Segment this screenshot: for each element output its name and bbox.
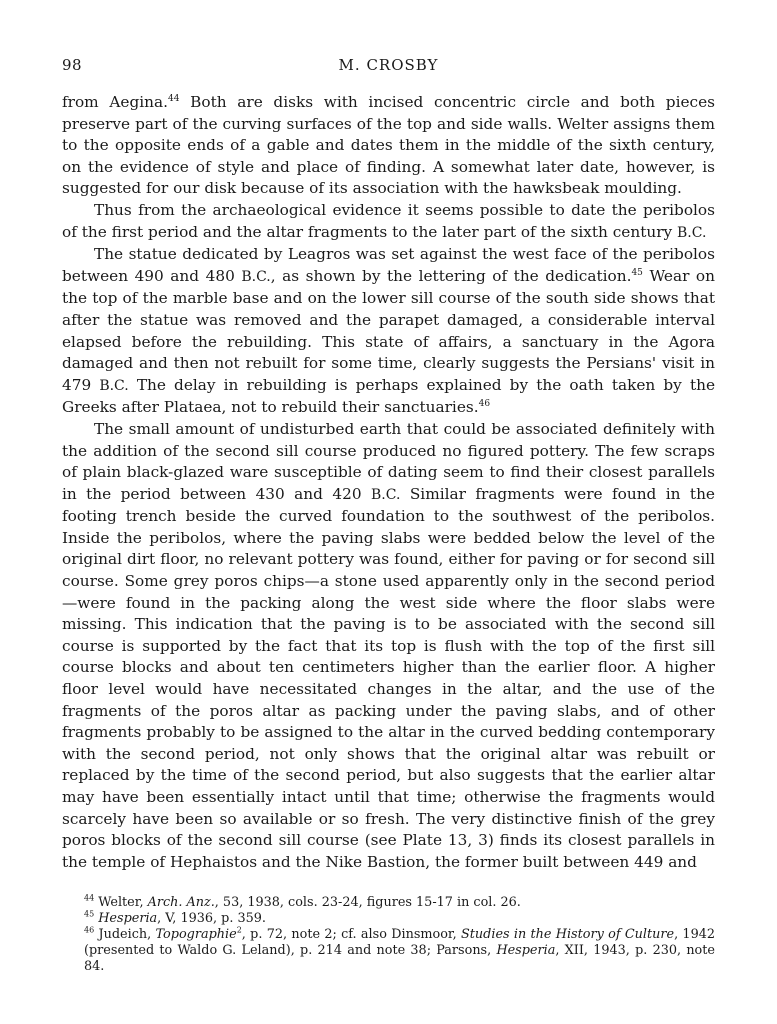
italic-title: Topographie: [155, 927, 237, 943]
footnote: [84, 895, 715, 911]
text-run: The delay in rebuilding is perhaps explained by the oath taken by the Greeks after Plataea, not to rebuild their sanctuaries.: [62, 375, 715, 417]
text-run: , p. 72, note 2; cf. also Dinsmoor,: [241, 927, 462, 943]
footnote-marker: 44: [84, 894, 95, 904]
italic-title: Hesperia: [98, 911, 158, 927]
footnote-marker: 46: [84, 926, 95, 936]
text-run: Both are disks with incised concentric circle and both pieces preserve part of the curving surfaces of the top and side walls. Welter assigns them to the opposite ends of a gable and dates them in the middle of the sixth century, on the evidence of style and place of finding. A somewhat later date, however, is suggested for our disk because of its association with the hawksbeak moulding.: [62, 93, 716, 198]
body-text: [62, 92, 715, 873]
text-run: Similar fragments were found in the footing trench beside the curved foundation to the southwest of the peribolos. Inside the peribolos, where the paving slabs were bedded below the level of the original dirt floor, no relevant pottery was found, either for paving or for second sill course. Some grey poros chips—a stone used apparently only in the second period—were found in the packing along the west side where the floor slabs were missing. This indication that the paving is to be associated with the second sill course is supported by the fact that its top is flush with the top of the first sill course blocks and about ten centimeters higher than the earlier floor. A higher floor level would have necessitated changes in the altar, and the use of the fragments of the poros altar as packing under the paving slabs, and of other fragments probably to be assigned to the altar in the curved bedding contemporary with the second period, not only shows that the original altar was rebuilt or replaced by the time of the second period, but also suggests that the earlier altar may have been essentially intact until that time; otherwise the fragments would scarcely have been so available or so fresh. The very distinctive finish of the grey poros blocks of the second sill course (see Plate 13, 3) finds its closest parallels in the temple of Hephaistos and the Nike Bastion, the former built between 449 and: [62, 484, 715, 871]
italic-title: Studies in the History of Culture: [461, 927, 675, 943]
running-head: [62, 56, 715, 82]
text-run: Judeich,: [94, 927, 156, 943]
text-run: The small amount of undisturbed earth that could be associated definitely with the addition of the second sill course produced no figured pottery. The few scraps of plain black-glazed ware susceptible of dating seem to find their closest parallels in the period between 430 and 420: [62, 419, 715, 503]
page-number: 98: [62, 56, 83, 74]
text-run: , XII, 1943, p. 230, note 84.: [84, 943, 715, 975]
small-caps-text: B.C.: [371, 486, 401, 503]
italic-title: Arch. Anz.: [147, 895, 215, 911]
footnote-marker: 46: [478, 399, 491, 410]
text-run: The statue dedicated by Leagros was set against the west face of the peribolos between 490 and 480: [62, 245, 715, 285]
footnote: [84, 927, 715, 975]
text-run: Thus from the archaeological evidence it seems possible to date the peribolos of the first period and the altar fragments to the later part of the sixth century: [62, 200, 715, 241]
footnote-marker: 45: [631, 267, 643, 278]
footnotes: [62, 895, 715, 975]
text-run: , V, 1936, p. 359.: [157, 911, 266, 927]
small-caps-text: B.C.: [241, 268, 271, 285]
running-head-author: M. CROSBY: [338, 56, 439, 74]
paragraph: [62, 419, 715, 873]
footnote-marker: 45: [84, 910, 95, 920]
text-run: , 1942 (presented to Waldo G. Leland), p. 214 and note 38; Parsons,: [84, 927, 716, 959]
text-run: Welter,: [94, 895, 148, 911]
paragraph: [62, 200, 715, 244]
text-run: Wear on the top of the marble base and on the lower sill course of the south side shows that after the statue was removed and the parapet damaged, a considerable interval elapsed before the rebuilding. This state of affairs, a sanctuary in the Agora damaged and then not rebuilt for some time, clearly suggests the Persians' visit in 479: [62, 266, 715, 394]
text-run: from Aegina.: [62, 93, 168, 111]
paragraph: [62, 244, 715, 419]
text-run: , 53, 1938, cols. 23-24, figures 15-17 in col. 26.: [214, 895, 521, 911]
footnote-marker: 44: [168, 93, 180, 104]
small-caps-text: B.C.: [677, 224, 707, 241]
footnote-marker: 2: [236, 926, 242, 936]
small-caps-text: B.C.: [99, 377, 129, 394]
text-run: , as shown by the lettering of the dedication.: [270, 266, 632, 285]
italic-title: Hesperia: [496, 943, 556, 959]
footnote: [84, 911, 715, 927]
paragraph: [62, 92, 715, 200]
